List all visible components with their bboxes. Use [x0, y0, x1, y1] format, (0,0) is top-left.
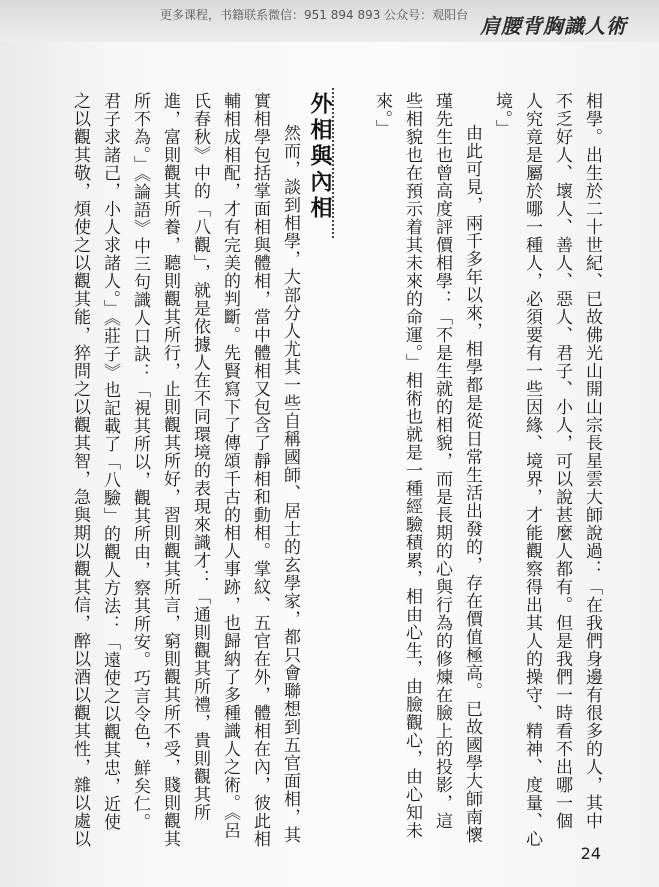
text-column: 然而，談到相學，大部分人尤其一些自稱國師、居士的玄學家，都只會聯想到五官面相，其	[280, 124, 300, 844]
text-column: 瑾先生也曾高度評價相學：「不是生就的相貌，而是長期的心與行為的修煉在臉上的投影，這	[432, 92, 452, 830]
text-column: 氏春秋》中的「八觀」，就是依據人在不同環境的表現來識才：「通則觀其所禮，貴則觀其所	[190, 92, 210, 822]
text-column: 境。」	[492, 92, 512, 138]
book-title: 肩腰背胸識人術	[480, 14, 627, 38]
page-number: 24	[580, 844, 601, 863]
text-column: 進，富則觀其所養，聽則觀其所行，止則觀其所好，習則觀其所言，窮則觀其所不受，賤則觀其	[160, 92, 180, 848]
text-column: 由此可見，兩千多年以來，相學都是從日常生活出發的，存在價值極高。已故國學大師南懷	[462, 124, 482, 844]
text-column: 些相貌也在預示着其未來的命運。」相術也就是一種經驗積累，相由心生，由臉觀心，由心知未	[402, 92, 422, 840]
text-column: 不乏好人、壞人、善人、惡人、君子、小人，可以說甚麼人都有。但是我們一時看不出哪一個	[552, 92, 572, 830]
text-column: 君子求諸己，小人求諸人。」《莊子》也記載了「八驗」的觀人方法：「遠使之以觀其忠，近使	[100, 92, 120, 831]
text-column: 相學。出生於二十世紀、已故佛光山開山宗長星雲大師說過：「在我們身邊有很多的人，其中	[582, 92, 602, 830]
text-column: 來。」	[372, 92, 392, 138]
text-column: 之以觀其敬，煩使之以觀其能，猝問之以觀其智，急與期以觀其信，醉以酒以觀其性，雜以處以	[70, 92, 90, 848]
text-column: 所不為。」《論語》中三句識人口訣：「視其所以，觀其所由，察其所安。巧言令色，鮮矣仁。	[130, 92, 150, 831]
section-heading: 外相與內相	[307, 92, 332, 222]
text-column: 實相學包括掌面相與體相，當中體相又包含了靜相和動相。掌紋、五官在外，體相在內，彼此相	[250, 92, 270, 848]
contact-watermark: 更多课程，书籍联系微信：951 894 893 公众号：观阳台	[160, 8, 469, 22]
text-column: 人究竟是屬於哪一種人，必須要有一些因緣、境界，才能觀察得出其人的操守、精神、度量、心	[522, 92, 542, 848]
text-column: 輔相成相配，才有完美的判斷。先賢寫下了傳頌千古的相人事跡，也歸納了多種識人之術。《呂	[220, 92, 240, 840]
